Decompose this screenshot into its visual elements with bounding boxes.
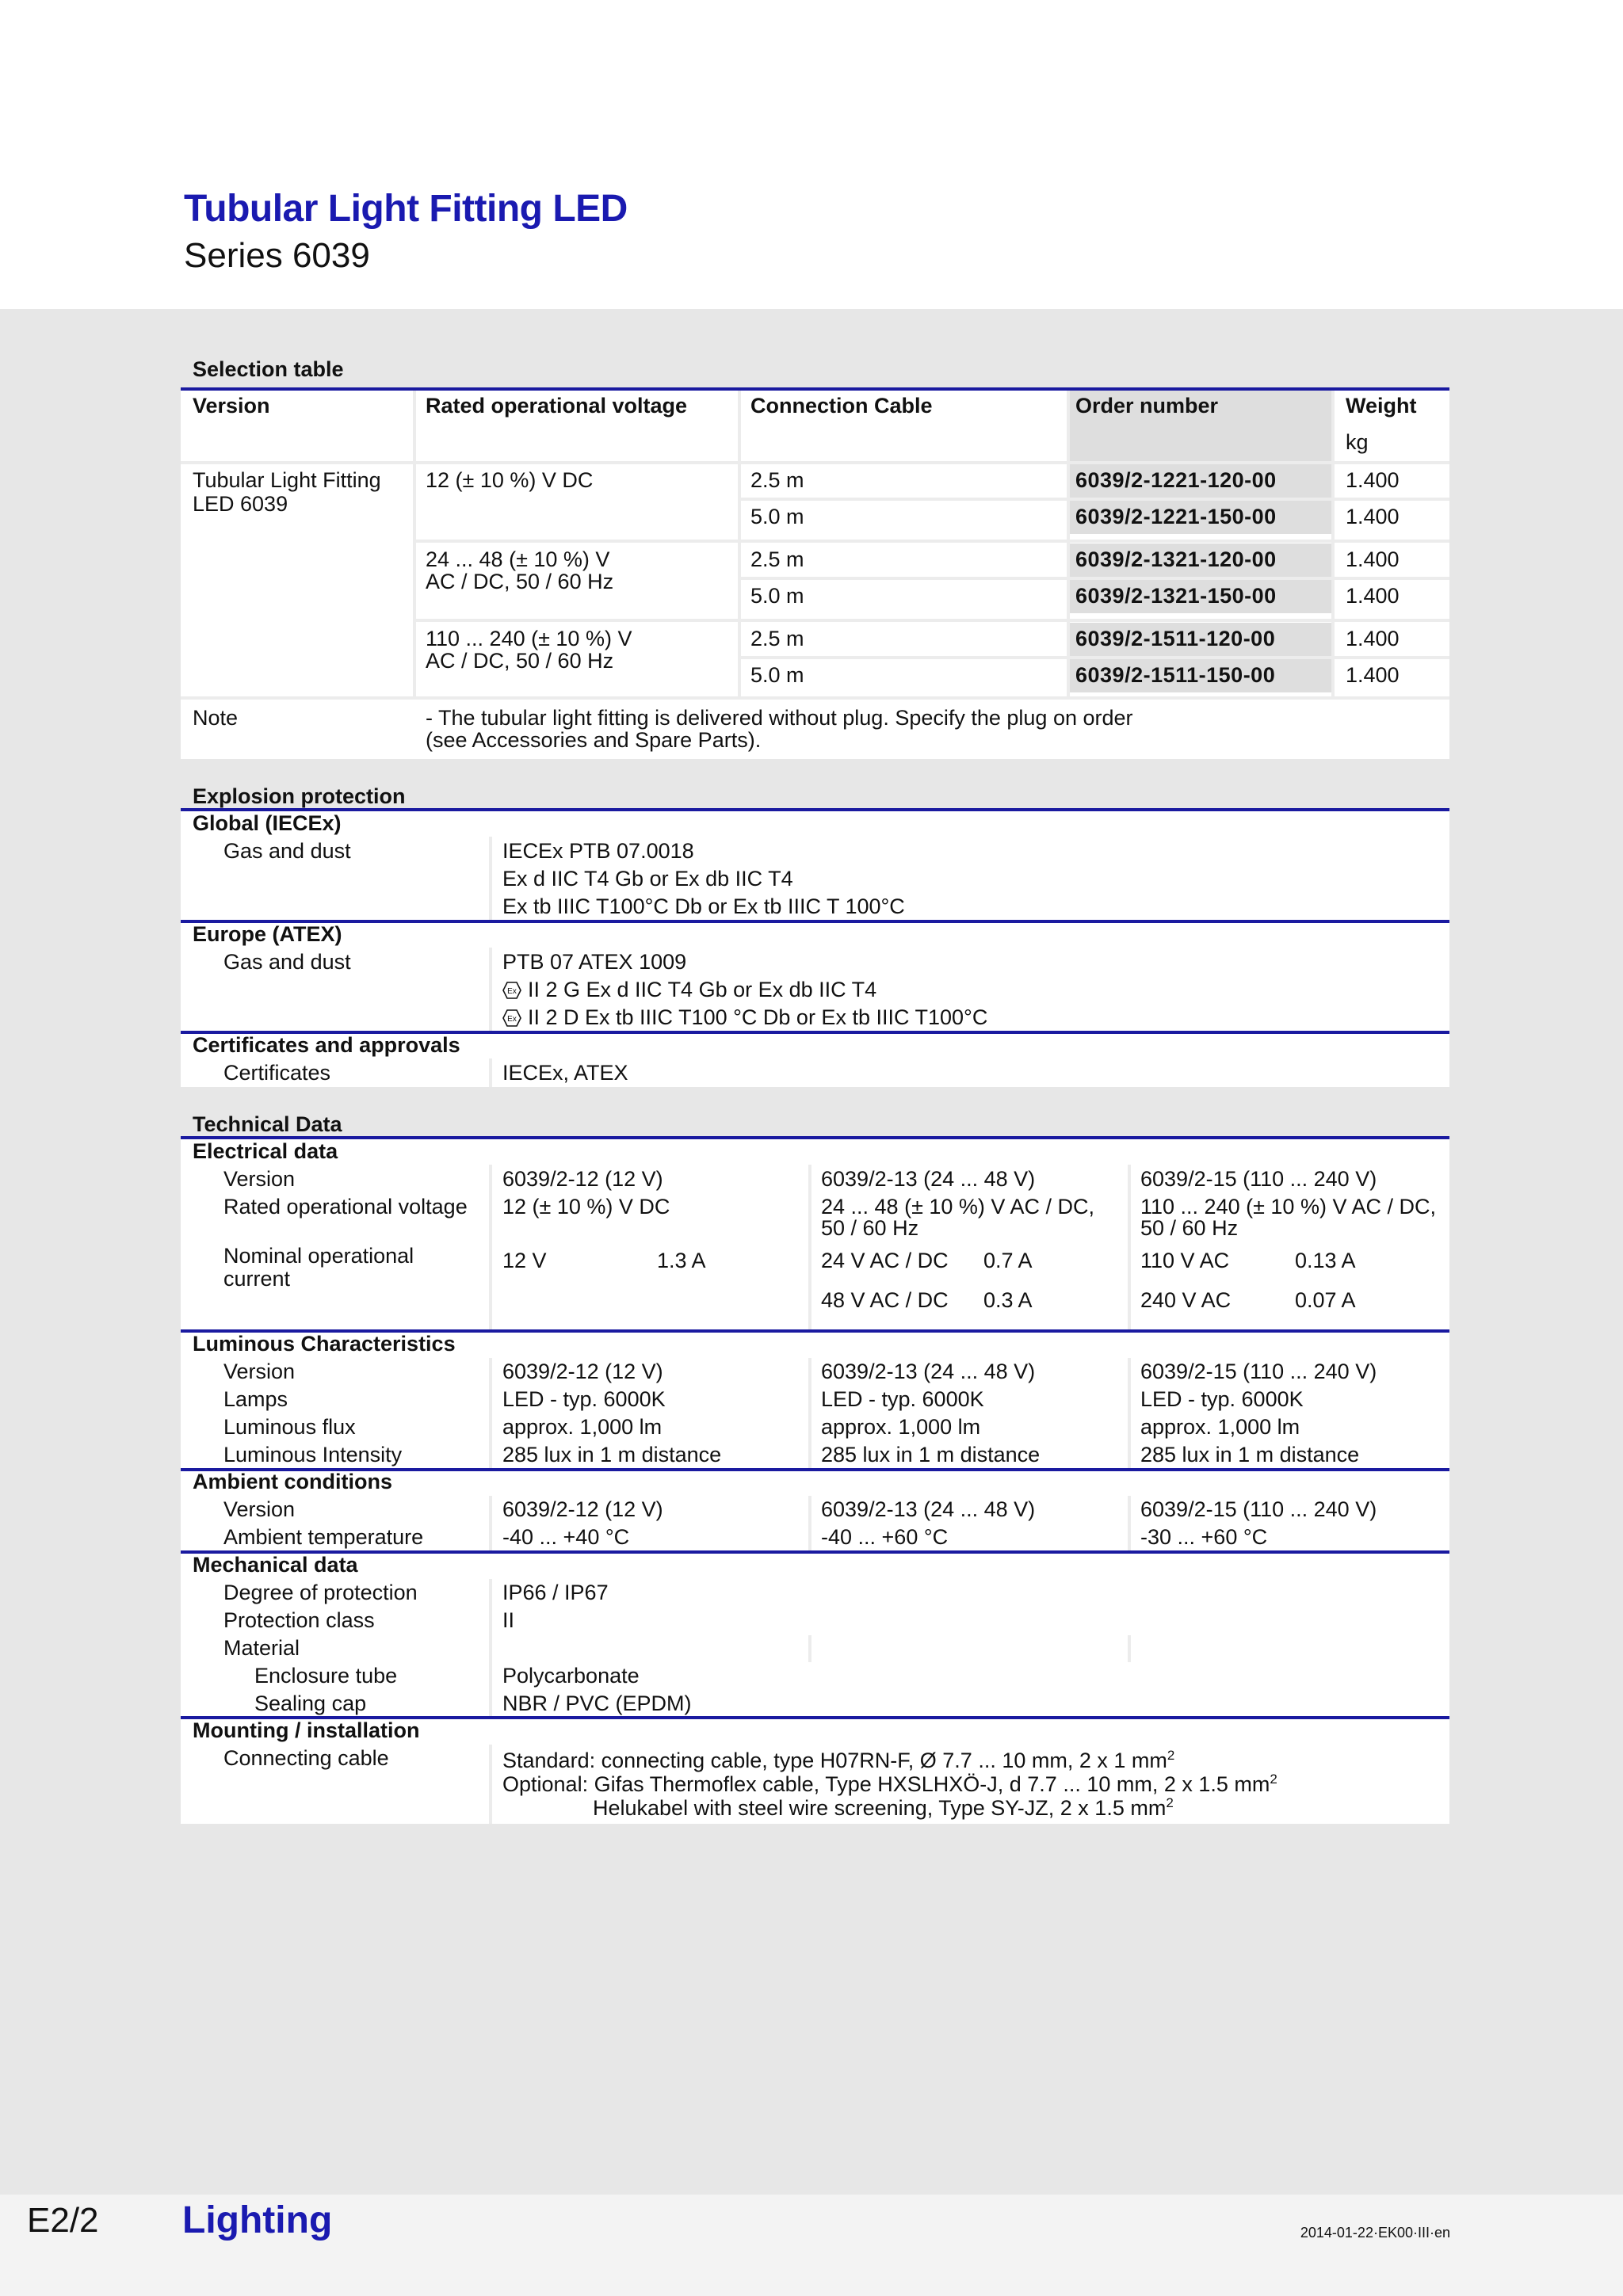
cable-standard — [502, 1749, 1174, 1772]
column-divider — [1128, 1358, 1131, 1469]
column-divider — [1128, 1635, 1131, 1662]
explosion-protection-label: Explosion protection — [193, 784, 406, 808]
lum-value: 6039/2-12 (12 V) — [502, 1360, 663, 1383]
cable-length: 5.0 m — [750, 505, 804, 528]
row-divider — [181, 696, 1449, 700]
lum-value: 285 lux in 1 m distance — [1140, 1443, 1360, 1466]
version-label: Version — [223, 1167, 296, 1191]
rated-voltage-value: 12 (± 10 %) V DC — [502, 1195, 670, 1219]
mech-value: Polycarbonate — [502, 1664, 640, 1688]
column-divider — [489, 1058, 492, 1087]
lum-row-label: Version — [223, 1360, 296, 1383]
svg-text:Ex: Ex — [507, 987, 517, 996]
column-divider — [489, 948, 492, 1032]
global-iecex-label: Global (IECEx) — [193, 811, 342, 835]
cable-optional — [502, 1773, 1277, 1796]
atex-marking: II 2 G Ex d IIC T4 Gb or Ex db IIC T4 — [528, 978, 877, 1001]
version-value: 6039/2-15 (110 ... 240 V) — [1140, 1167, 1377, 1191]
amb-value: -40 ... +40 °C — [502, 1525, 630, 1549]
amb-value: -40 ... +60 °C — [821, 1525, 949, 1549]
mech-row-label: Sealing cap — [254, 1691, 367, 1715]
mech-value: IP66 / IP67 — [502, 1581, 609, 1604]
current-amps: 0.3 A — [983, 1288, 1033, 1312]
section-rule — [181, 1136, 1449, 1139]
weight-value: 1.400 — [1346, 505, 1400, 528]
current-voltage: 48 V AC / DC — [821, 1288, 949, 1312]
column-divider — [738, 391, 741, 696]
cable-length: 2.5 m — [750, 627, 804, 650]
mech-row-label: Protection class — [223, 1608, 375, 1632]
weight-value: 1.400 — [1346, 627, 1400, 650]
lum-value: approx. 1,000 lm — [502, 1415, 663, 1439]
page-number: E2/2 — [27, 2201, 99, 2240]
column-divider — [489, 1496, 492, 1551]
mechanical-data-label: Mechanical data — [193, 1553, 358, 1577]
header-cable: Connection Cable — [750, 394, 933, 418]
order-number: 6039/2-1221-150-00 — [1075, 505, 1277, 528]
weight-value: 1.400 — [1346, 663, 1400, 687]
lum-value: LED - typ. 6000K — [502, 1387, 666, 1411]
mech-row-label: Degree of protection — [223, 1581, 418, 1604]
row-divider — [738, 577, 1449, 580]
page-title: Tubular Light Fitting LED — [184, 188, 628, 230]
document-code: 2014-01-22·EK00·III·en — [1300, 2225, 1450, 2241]
nominal-current-label-line2: current — [223, 1267, 291, 1291]
voltage-value-line2: AC / DC, 50 / 60 Hz — [426, 570, 614, 593]
column-divider — [808, 1358, 812, 1469]
footer-section-title: Lighting — [182, 2199, 333, 2241]
iecex-line: Ex tb IIIC T100°C Db or Ex tb IIIC T 100°C — [502, 894, 905, 918]
amb-value: 6039/2-13 (24 ... 48 V) — [821, 1497, 1036, 1521]
column-divider — [489, 1358, 492, 1469]
lum-value: LED - typ. 6000K — [1140, 1387, 1304, 1411]
amb-value: 6039/2-12 (12 V) — [502, 1497, 663, 1521]
current-amps: 0.7 A — [983, 1249, 1033, 1272]
atex-marking: II 2 D Ex tb IIIC T100 °C Db or Ex tb IIIC T100°C — [528, 1005, 988, 1029]
lum-row-label: Lamps — [223, 1387, 288, 1411]
lum-value: approx. 1,000 lm — [821, 1415, 981, 1439]
atex-line — [502, 978, 876, 1001]
page-subtitle: Series 6039 — [184, 236, 370, 275]
mounting-installation-label: Mounting / installation — [193, 1718, 420, 1742]
order-number: 6039/2-1321-120-00 — [1075, 547, 1277, 571]
lum-value: 6039/2-13 (24 ... 48 V) — [821, 1360, 1036, 1383]
amb-row-label: Ambient temperature — [223, 1525, 424, 1549]
certificates-value: IECEx, ATEX — [502, 1061, 628, 1085]
column-divider — [808, 1165, 812, 1329]
current-voltage: 240 V AC — [1140, 1288, 1232, 1312]
section-rule — [181, 808, 1449, 811]
connecting-cable-label: Connecting cable — [223, 1746, 389, 1770]
current-voltage: 12 V — [502, 1249, 547, 1272]
voltage-value: 24 ... 48 (± 10 %) V — [426, 547, 610, 571]
column-divider — [489, 1579, 492, 1717]
selection-table-label: Selection table — [193, 357, 344, 381]
lum-value: 285 lux in 1 m distance — [502, 1443, 722, 1466]
gas-and-dust-label: Gas and dust — [223, 950, 351, 974]
column-divider — [413, 391, 416, 696]
version-name-line2: LED 6039 — [193, 492, 288, 516]
rated-voltage-value: 110 ... 240 (± 10 %) V AC / DC, — [1140, 1195, 1436, 1219]
cable-optional-text: Optional: Gifas Thermoflex cable, Type HXSLHXÖ-J, d 7.7 ... 10 mm, 2 x 1.5 mm — [502, 1772, 1270, 1796]
cable-length: 5.0 m — [750, 663, 804, 687]
electrical-data-label: Electrical data — [193, 1139, 338, 1163]
row-divider — [413, 540, 1449, 543]
note-label: Note — [193, 706, 239, 730]
order-number: 6039/2-1321-150-00 — [1075, 584, 1277, 608]
column-divider — [808, 1496, 812, 1551]
mech-row-label: Enclosure tube — [254, 1664, 398, 1688]
certificates-approvals-label: Certificates and approvals — [193, 1033, 460, 1057]
rated-voltage-value-line2: 50 / 60 Hz — [821, 1216, 919, 1240]
row-divider — [181, 461, 1449, 464]
amb-value: -30 ... +60 °C — [1140, 1525, 1268, 1549]
ambient-conditions-label: Ambient conditions — [193, 1470, 392, 1493]
version-value: 6039/2-12 (12 V) — [502, 1167, 663, 1191]
amb-row-label: Version — [223, 1497, 296, 1521]
weight-value: 1.400 — [1346, 584, 1400, 608]
header-weight-unit: kg — [1346, 430, 1369, 454]
cable-helukabel-text: Helukabel with steel wire screening, Type SY-JZ, 2 x 1.5 mm — [593, 1796, 1167, 1820]
voltage-value: 12 (± 10 %) V DC — [426, 468, 594, 492]
voltage-value-line2: AC / DC, 50 / 60 Hz — [426, 649, 614, 673]
cable-length: 5.0 m — [750, 584, 804, 608]
current-voltage: 24 V AC / DC — [821, 1249, 949, 1272]
voltage-value: 110 ... 240 (± 10 %) V — [426, 627, 632, 650]
superscript: 2 — [1167, 1748, 1175, 1763]
row-divider — [738, 656, 1449, 659]
current-amps: 0.13 A — [1295, 1249, 1356, 1272]
column-divider — [489, 1165, 492, 1329]
current-voltage: 110 V AC — [1140, 1249, 1230, 1272]
lum-row-label: Luminous Intensity — [223, 1443, 403, 1466]
luminous-characteristics-label: Luminous Characteristics — [193, 1332, 456, 1356]
cable-standard-text: Standard: connecting cable, type H07RN-F, Ø 7.7 ... 10 mm, 2 x 1 mm — [502, 1749, 1167, 1772]
lum-row-label: Luminous flux — [223, 1415, 356, 1439]
iecex-line: Ex d IIC T4 Gb or Ex db IIC T4 — [502, 867, 793, 891]
column-divider — [1067, 391, 1070, 696]
section-rule — [181, 1550, 1449, 1554]
atex-line — [502, 1006, 987, 1029]
nominal-current-label: Nominal operational — [223, 1244, 414, 1268]
header-order-number: Order number — [1075, 394, 1219, 418]
rated-voltage-label: Rated operational voltage — [223, 1195, 468, 1219]
gas-and-dust-label: Gas and dust — [223, 839, 351, 863]
row-divider — [738, 498, 1449, 501]
lum-value: approx. 1,000 lm — [1140, 1415, 1300, 1439]
mech-value: II — [502, 1608, 515, 1632]
column-divider — [1128, 1496, 1131, 1551]
column-divider — [1128, 1165, 1131, 1329]
current-amps: 1.3 A — [657, 1249, 706, 1272]
column-divider — [489, 837, 492, 921]
note-text: - The tubular light fitting is delivered without plug. Specify the plug on order — [426, 706, 1133, 730]
section-rule — [181, 920, 1449, 923]
cable-length: 2.5 m — [750, 468, 804, 492]
rated-voltage-value-line2: 50 / 60 Hz — [1140, 1216, 1239, 1240]
superscript: 2 — [1270, 1772, 1277, 1787]
lum-value: 285 lux in 1 m distance — [821, 1443, 1041, 1466]
note-text-line2: (see Accessories and Spare Parts). — [426, 728, 762, 752]
version-value: 6039/2-13 (24 ... 48 V) — [821, 1167, 1036, 1191]
certificates-label: Certificates — [223, 1061, 331, 1085]
column-divider — [489, 1745, 492, 1824]
rated-voltage-value: 24 ... 48 (± 10 %) V AC / DC, — [821, 1195, 1094, 1219]
ex-hexagon-icon — [502, 982, 521, 999]
order-number: 6039/2-1511-120-00 — [1075, 627, 1276, 650]
order-number: 6039/2-1221-120-00 — [1075, 468, 1277, 492]
mech-row-label: Material — [223, 1636, 300, 1660]
column-divider — [1331, 391, 1335, 696]
ex-hexagon-icon — [502, 1009, 521, 1027]
superscript: 2 — [1166, 1795, 1174, 1810]
column-divider — [808, 1635, 812, 1662]
version-name: Tubular Light Fitting — [193, 468, 381, 492]
amb-value: 6039/2-15 (110 ... 240 V) — [1140, 1497, 1377, 1521]
order-number: 6039/2-1511-150-00 — [1075, 663, 1276, 687]
svg-text:Ex: Ex — [507, 1015, 517, 1024]
header-weight: Weight — [1346, 394, 1417, 418]
header-voltage: Rated operational voltage — [426, 394, 688, 418]
atex-line: PTB 07 ATEX 1009 — [502, 950, 687, 974]
lum-value: 6039/2-15 (110 ... 240 V) — [1140, 1360, 1377, 1383]
row-divider — [413, 619, 1449, 622]
cable-length: 2.5 m — [750, 547, 804, 571]
europe-atex-label: Europe (ATEX) — [193, 922, 342, 946]
header-version: Version — [193, 394, 270, 418]
weight-value: 1.400 — [1346, 468, 1400, 492]
lum-value: LED - typ. 6000K — [821, 1387, 984, 1411]
cable-helukabel — [593, 1797, 1174, 1820]
mech-value: NBR / PVC (EPDM) — [502, 1691, 692, 1715]
iecex-line: IECEx PTB 07.0018 — [502, 839, 694, 863]
technical-data-label: Technical Data — [193, 1112, 342, 1136]
current-amps: 0.07 A — [1295, 1288, 1356, 1312]
weight-value: 1.400 — [1346, 547, 1400, 571]
